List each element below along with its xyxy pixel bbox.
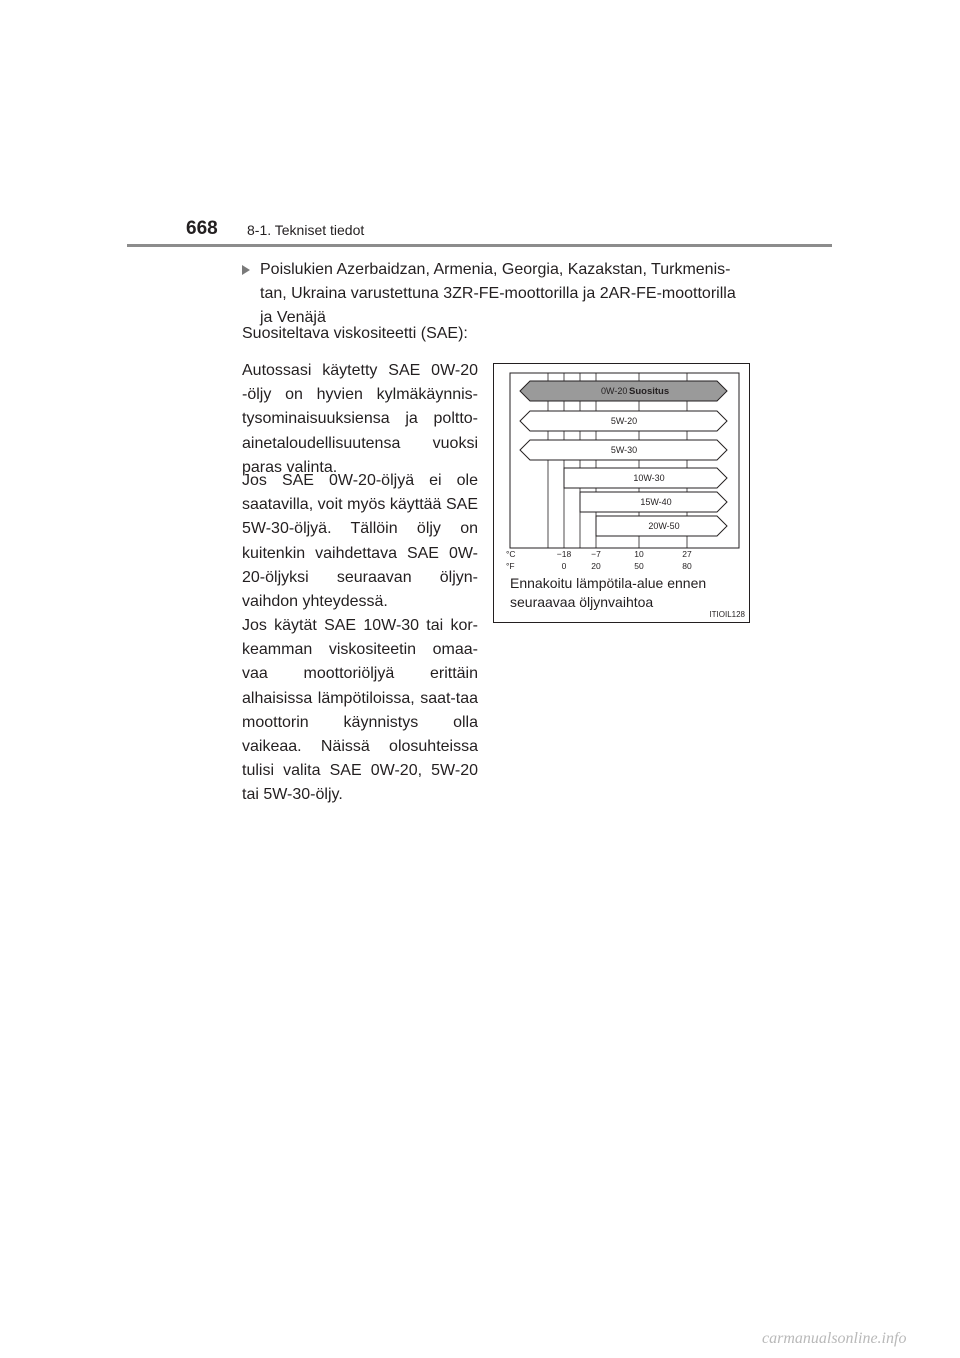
grade-label-0w20: 0W-20 [601,386,628,396]
paragraph-5w30: Jos SAE 0W-20-öljyä ei ole saatavilla, voit myös käyttää SAE 5W-30-öljyä. Tällöin öljy on kuitenkin vaihdettava SAE 0W-20-öljyksi seuraavan öljyn-vaihdon yhteydessä. [242,472,478,611]
fahrenheit-tick: 80 [682,561,692,571]
fahrenheit-tick: 50 [634,561,644,571]
celsius-unit: °C [506,549,516,559]
fahrenheit-tick: 20 [591,561,601,571]
celsius-tick: 27 [682,549,692,559]
header-divider [127,244,832,247]
figure-caption: Ennakoitu lämpötila-alue ennen seuraavaa öljynvaihtoa [510,575,707,610]
bullet-item [242,258,746,330]
celsius-tick: −18 [556,549,572,559]
grade-label-20w50: 20W-50 [648,521,680,531]
grade-label-15w40: 15W-40 [640,497,672,507]
paragraph-10w30: Jos käytät SAE 10W-30 tai kor-keamman viskositeetin omaa-vaa moottoriöljyä erittäin alhaisissa lämpötiloissa, saat-taa moottorin käynnistys olla vaikeaa. Näissä olosuhteissa tulisi valita SAE 0W-20, 5W-20 tai 5W-30-öljy. [242,617,478,804]
grade-label-5w20: 5W-20 [610,416,638,426]
recommended-label: Suositus [629,386,670,397]
paragraph-0w20: Autossasi käytetty SAE 0W-20 -öljy on hyvien kylmäkäynnis-tysominaisuuksiensa ja poltto-ainetaloudellisuutensa vuoksi paras valinta. [242,362,478,476]
oil-viscosity-chart [493,363,750,623]
triangle-bullet-icon [242,265,250,275]
bullet-text: Poislukien Azerbaidzan, Armenia, Georgia, Kazakstan, Turkmenis-tan, Ukraina varustettuna 3ZR-FE-moottorilla ja 2AR-FE-moottorilla ja Venäjä [260,261,736,326]
figure-id: ITIOIL128 [709,610,745,619]
section-title: 8-1. Tekniset tiedot [247,222,365,238]
watermark-logo: carmanualsonline.info [762,1330,907,1347]
grade-label-10w30: 10W-30 [633,473,665,483]
celsius-tick: 10 [634,549,644,559]
celsius-tick: −7 [591,549,601,559]
fahrenheit-tick: 0 [561,561,567,571]
fahrenheit-unit: °F [506,561,515,571]
page-number: 668 [186,218,218,239]
grade-label-5w30: 5W-30 [610,445,638,455]
recommended-viscosity-heading: Suositeltava viskositeetti (SAE): [242,325,468,342]
